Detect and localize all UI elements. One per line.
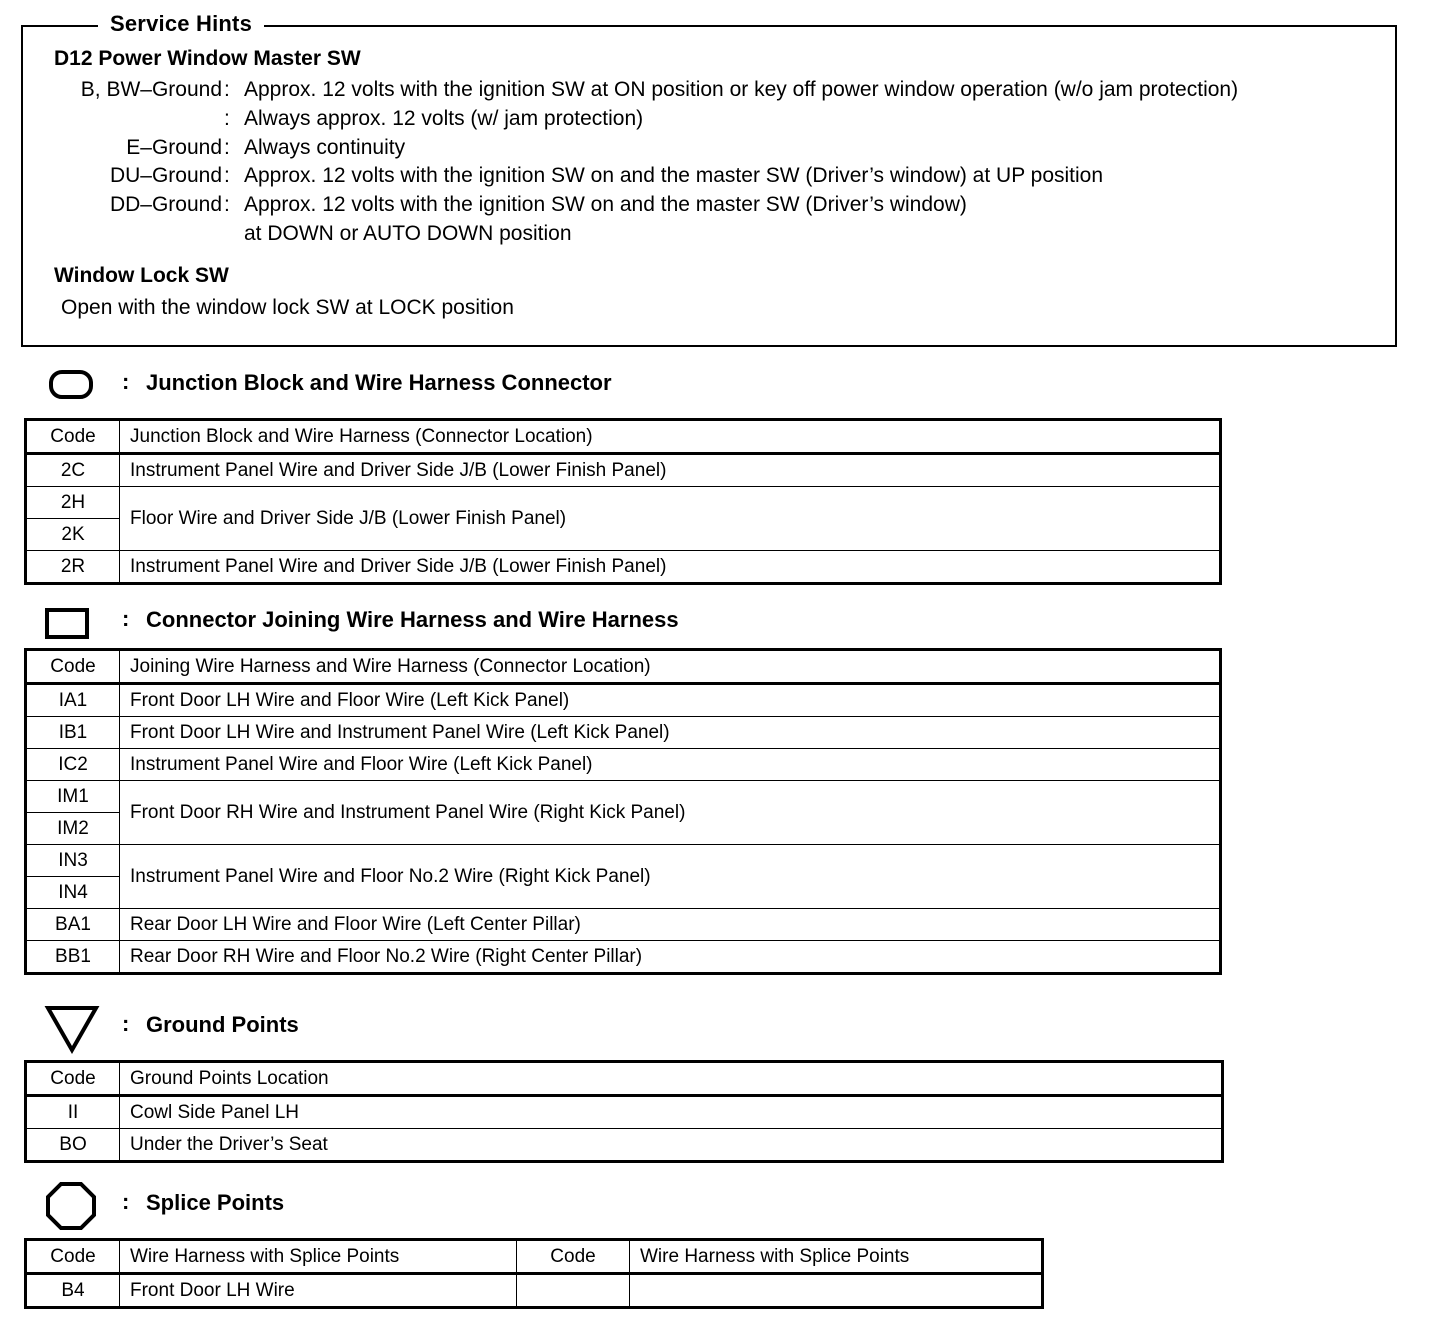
section-colon: :	[122, 1011, 130, 1036]
table-row	[26, 684, 1221, 717]
row-code: IC2	[26, 749, 120, 781]
splice-section-title: Splice Points	[146, 1190, 285, 1215]
row-desc-2	[630, 1274, 1043, 1308]
table-row	[26, 781, 1221, 813]
row-code: IA1	[26, 684, 120, 717]
row-code: BA1	[26, 909, 120, 941]
row-code: 2R	[26, 551, 120, 584]
row-desc: Rear Door RH Wire and Floor No.2 Wire (Right Center Pillar)	[120, 941, 1221, 974]
row-code: 2C	[26, 454, 120, 487]
rectangle-icon	[44, 606, 92, 642]
hint-colon: :	[224, 136, 230, 159]
connector-table	[24, 648, 1222, 975]
table-row	[26, 454, 1221, 487]
hint-colon: :	[224, 164, 230, 187]
row-desc: Instrument Panel Wire and Floor Wire (Left Kick Panel)	[120, 749, 1221, 781]
hint-line	[50, 193, 967, 217]
hint-desc: at DOWN or AUTO DOWN position	[244, 222, 572, 245]
hint-colon: :	[224, 193, 230, 216]
section-colon: :	[122, 1189, 130, 1214]
row-code: IN3	[26, 845, 120, 877]
table-row	[26, 1096, 1223, 1129]
hint-desc: Always continuity	[244, 136, 406, 159]
hint-line	[50, 136, 405, 160]
row-code: 2K	[26, 519, 120, 551]
header-code: Code	[26, 1240, 120, 1274]
row-code: BO	[26, 1129, 120, 1162]
hint-line	[50, 107, 643, 131]
table-row	[26, 551, 1221, 584]
table-header-row	[26, 650, 1221, 684]
row-desc: Front Door LH Wire and Instrument Panel Wire (Left Kick Panel)	[120, 717, 1221, 749]
hint-term: DU–Ground	[109, 164, 222, 187]
window-lock-text: Open with the window lock SW at LOCK position	[61, 296, 514, 319]
hint-line	[50, 222, 572, 246]
header-code-2: Code	[517, 1240, 630, 1274]
table-row	[26, 1129, 1223, 1162]
hint-term: E–Ground	[126, 136, 222, 159]
table-header-row	[26, 1062, 1223, 1096]
table-header-row	[26, 420, 1221, 454]
header-desc: Joining Wire Harness and Wire Harness (Connector Location)	[120, 650, 1221, 684]
header-desc: Ground Points Location	[120, 1062, 1223, 1096]
section-colon: :	[122, 369, 130, 394]
junction-table	[24, 418, 1222, 585]
row-code: B4	[26, 1274, 120, 1308]
row-desc: Instrument Panel Wire and Driver Side J/B (Lower Finish Panel)	[120, 551, 1221, 584]
row-desc: Instrument Panel Wire and Floor No.2 Wire (Right Kick Panel)	[120, 845, 1221, 909]
row-desc: Front Door RH Wire and Instrument Panel Wire (Right Kick Panel)	[120, 781, 1221, 845]
hint-line	[50, 78, 1238, 102]
table-row	[26, 941, 1221, 974]
table-row	[26, 845, 1221, 877]
table-row	[26, 487, 1221, 519]
triangle-down-icon	[44, 1004, 100, 1054]
rounded-rectangle-icon	[48, 368, 96, 402]
hint-term: DD–Ground	[109, 193, 222, 216]
row-code: IN4	[26, 877, 120, 909]
octagon-icon	[44, 1180, 98, 1232]
table-row	[26, 909, 1221, 941]
row-code: II	[26, 1096, 120, 1129]
window-lock-heading: Window Lock SW	[54, 264, 229, 287]
row-desc: Instrument Panel Wire and Driver Side J/B (Lower Finish Panel)	[120, 454, 1221, 487]
table-header-row	[26, 1240, 1043, 1274]
row-desc: Floor Wire and Driver Side J/B (Lower Finish Panel)	[120, 487, 1221, 551]
row-code: IM2	[26, 813, 120, 845]
header-desc: Junction Block and Wire Harness (Connector Location)	[120, 420, 1221, 454]
junction-section-title: Junction Block and Wire Harness Connector	[146, 370, 612, 395]
row-code: IM1	[26, 781, 120, 813]
header-desc: Wire Harness with Splice Points	[120, 1240, 517, 1274]
table-row	[26, 1274, 1043, 1308]
component-heading: D12 Power Window Master SW	[54, 47, 361, 70]
section-colon: :	[122, 606, 130, 631]
row-desc: Front Door LH Wire and Floor Wire (Left Kick Panel)	[120, 684, 1221, 717]
row-desc: Cowl Side Panel LH	[120, 1096, 1223, 1129]
hint-desc: Approx. 12 volts with the ignition SW on and the master SW (Driver’s window)	[244, 193, 967, 216]
service-hints-title: Service Hints	[98, 11, 264, 37]
row-code: IB1	[26, 717, 120, 749]
row-desc: Under the Driver’s Seat	[120, 1129, 1223, 1162]
hint-colon: :	[224, 78, 230, 101]
splice-table	[24, 1238, 1044, 1309]
ground-table	[24, 1060, 1224, 1163]
ground-section-title: Ground Points	[146, 1012, 299, 1037]
header-desc-2: Wire Harness with Splice Points	[630, 1240, 1043, 1274]
hint-desc: Approx. 12 volts with the ignition SW on and the master SW (Driver’s window) at UP position	[244, 164, 1104, 187]
hint-desc: Always approx. 12 volts (w/ jam protection)	[244, 107, 644, 130]
hint-term: B, BW–Ground	[80, 78, 222, 101]
table-row	[26, 717, 1221, 749]
hint-desc: Approx. 12 volts with the ignition SW at ON position or key off power window operation (w/o jam protection)	[244, 78, 1239, 101]
table-row	[26, 749, 1221, 781]
connector-section-title: Connector Joining Wire Harness and Wire Harness	[146, 607, 679, 632]
row-code: 2H	[26, 487, 120, 519]
header-code: Code	[26, 650, 120, 684]
row-desc: Rear Door LH Wire and Floor Wire (Left Center Pillar)	[120, 909, 1221, 941]
header-code: Code	[26, 420, 120, 454]
header-code: Code	[26, 1062, 120, 1096]
hint-line	[50, 164, 1103, 188]
hint-colon: :	[224, 107, 230, 130]
row-code-2	[517, 1274, 630, 1308]
row-desc: Front Door LH Wire	[120, 1274, 517, 1308]
row-code: BB1	[26, 941, 120, 974]
